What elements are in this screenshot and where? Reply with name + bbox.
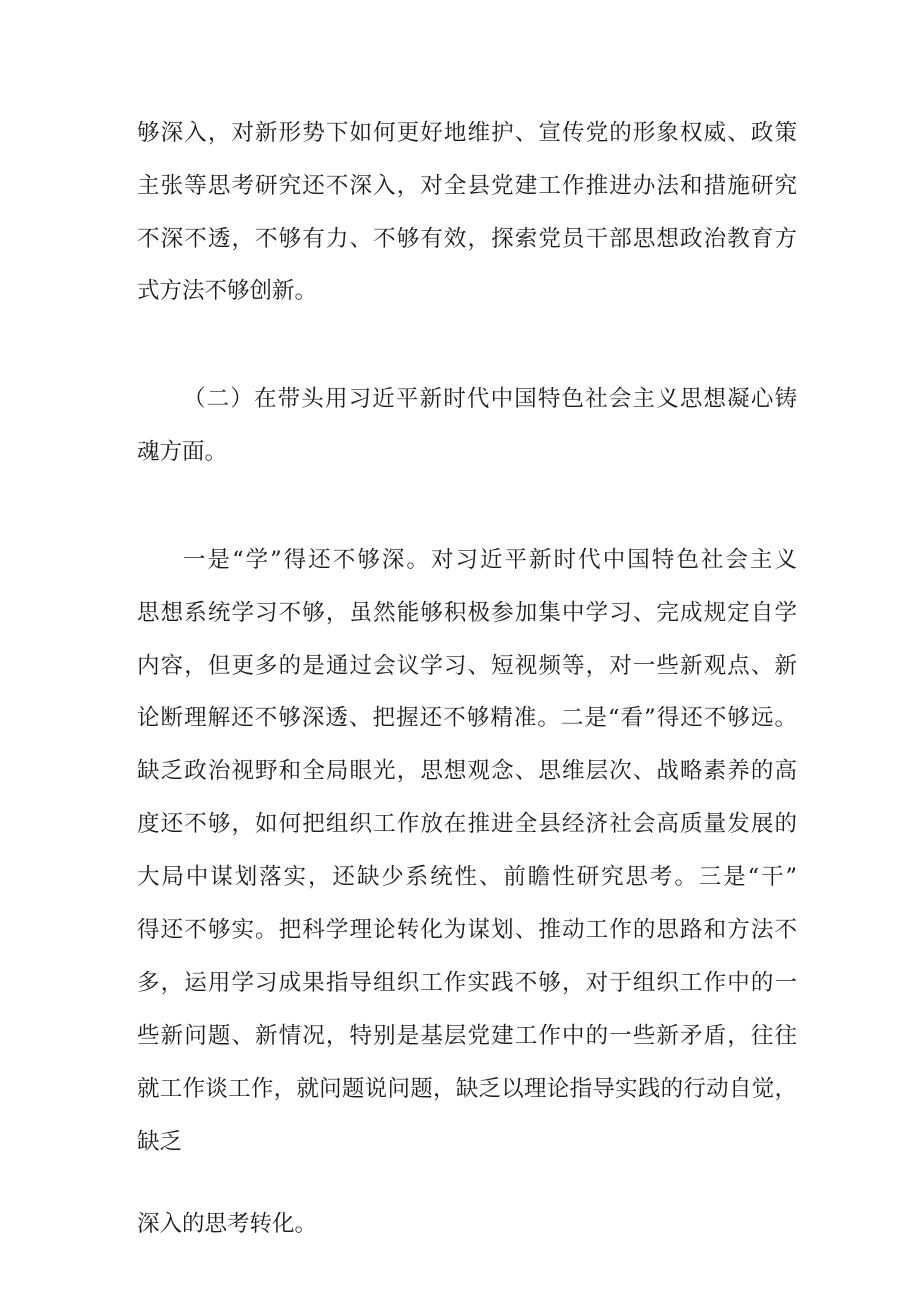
text-line: 思想系统学习不够，虽然能够积极参加集中学习、完成规定自学 [137,600,797,626]
text-line: 就工作谈工作，就问题说问题，缺乏以理论指导实践的行动自觉， [137,1076,797,1102]
text-line: 内容，但更多的是通过会议学习、短视频等，对一些新观点、新 [137,653,797,679]
text-line: 大局中谋划落实，还缺少系统性、前瞻性研究思考。三是“干” [137,864,797,890]
text-line: 够深入，对新形势下如何更好地维护、宣传党的形象权威、政策 [137,120,797,146]
text-line: 缺乏 [137,1129,183,1155]
text-line: 深入的思考转化。 [137,1211,318,1237]
text-line: 论断理解还不够深透、把握还不够精准。二是“看”得还不够远。 [137,705,797,731]
text-line: （二）在带头用习近平新时代中国特色社会主义思想凝心铸 [183,386,797,412]
text-line: 不深不透，不够有力、不够有效，探索党员干部思想政治教育方 [137,226,797,252]
text-line: 主张等思考研究还不深入，对全县党建工作推进办法和措施研究 [137,173,797,199]
text-line: 魂方面。 [137,439,228,465]
text-line: 多，运用学习成果指导组织工作实践不够，对于组织工作中的一 [137,970,797,996]
text-line: 一是“学”得还不够深。对习近平新时代中国特色社会主义 [183,547,797,573]
text-line: 度还不够，如何把组织工作放在推进全县经济社会高质量发展的 [137,811,797,837]
text-line: 得还不够实。把科学理论转化为谋划、推动工作的思路和方法不 [137,917,797,943]
text-line: 式方法不够创新。 [137,278,318,304]
text-line: 些新问题、新情况，特别是基层党建工作中的一些新矛盾，往往 [137,1023,797,1049]
text-line: 缺乏政治视野和全局眼光，思想观念、思维层次、战略素养的高 [137,758,797,784]
